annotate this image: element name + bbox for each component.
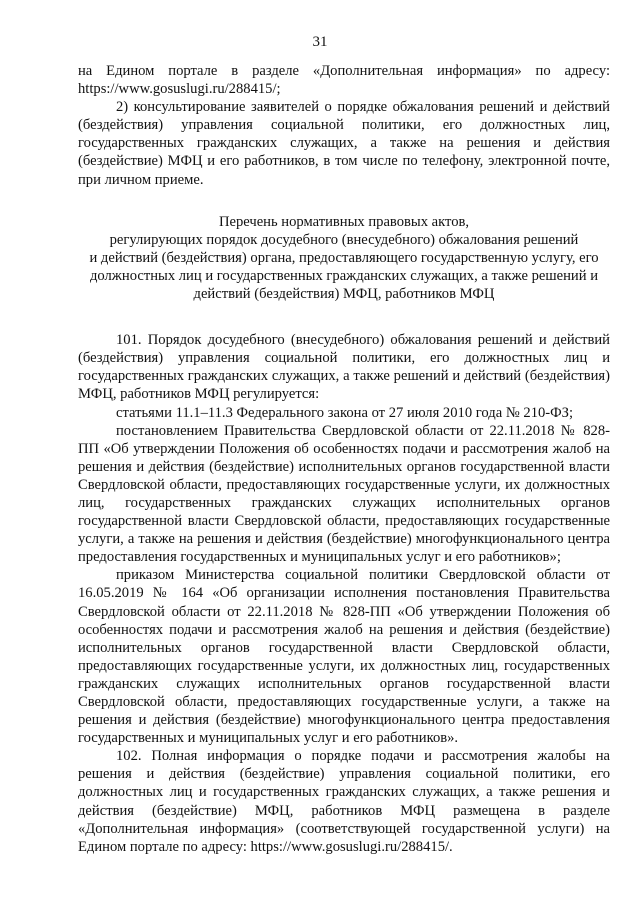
heading-line: должностных лиц и государственных гражданских служащих, а также решений и — [89, 267, 599, 284]
paragraph-102: 102. Полная информация о порядке подачи и рассмотрения жалобы на решения и действия (бездействие) управления социальной политики, его должностных лиц и государственных гражданских служащих, а также решения и действия (бездействие) МФЦ, работников МФЦ размещена в разделе «Дополнительная информация» (соответствующей государственной услуги) на Едином портале по адресу: https://www.gosuslugi.ru/288415/. — [78, 748, 610, 855]
paragraph-consulting: 2) консультирование заявителей о порядке обжалования решений и действий (бездействия) управления социальной политики, его должностных лиц, государственных гражданских служащих, а также на решения и действия (бездействие) МФЦ и его работников, в том числе по телефону, электронной почте, при личном приеме. — [78, 99, 610, 188]
paragraph-101: 101. Порядок досудебного (внесудебного) обжалования решений и действий (бездействия) управления социальной политики, его должностных лиц и государственных гражданских служащих, а также решений и действий (бездействия) МФЦ, работников МФЦ регулируется: — [78, 332, 610, 403]
heading-line: действий (бездействия) МФЦ, работников МФЦ — [193, 286, 495, 303]
document-body — [78, 62, 610, 856]
paragraph-federal-law: статьями 11.1–11.3 Федерального закона от 27 июля 2010 года № 210-ФЗ; — [116, 404, 574, 421]
heading-line: регулирующих порядок досудебного (внесудебного) обжалования решений — [109, 231, 579, 248]
section-heading — [78, 213, 610, 303]
heading-line: Перечень нормативных правовых актов, — [218, 213, 470, 230]
paragraph-government-resolution: постановлением Правительства Свердловской области от 22.11.2018 № 828-ПП «Об утверждении Положения об особенностях подачи и рассмотрения жалоб на решения и действия (бездействие) исполнительных органов государственной власти Свердловской области, предоставляющих государственные услуги, их должностных лиц, государственных гражданских служащих исполнительных органов государственной власти Свердловской области, предоставляющих государственные услуги, а также на решения и действия (бездействие) многофункционального центра предоставления государственных и муниципальных услуг и его работников»; — [78, 422, 610, 566]
paragraph-ministry-order: приказом Министерства социальной политики Свердловской области от 16.05.2019 № 164 «Об организации исполнения постановления Правительства Свердловской области от 22.11.2018 № 828-ПП «Об утверждении Положения об особенностях подачи и рассмотрения жалоб на решения и действия (бездействие) исполнительных органов государственной власти Свердловской области, предоставляющих государственные услуги, их должностных лиц, государственных гражданских служащих исполнительных органов государственной власти Свердловской области, предоставляющих государственные услуги, а также на решения и действия (бездействие) многофункционального центра предоставления государственных и муниципальных услуг и его работников». — [78, 567, 610, 747]
paragraph-portal-address: на Едином портале в разделе «Дополнительная информация» по адресу: https://www.gosuslugi.ru/288415/; — [78, 63, 610, 98]
page-number: 31 — [312, 34, 328, 50]
heading-line: и действий (бездействия) органа, предоставляющего государственную услугу, его — [89, 249, 599, 266]
